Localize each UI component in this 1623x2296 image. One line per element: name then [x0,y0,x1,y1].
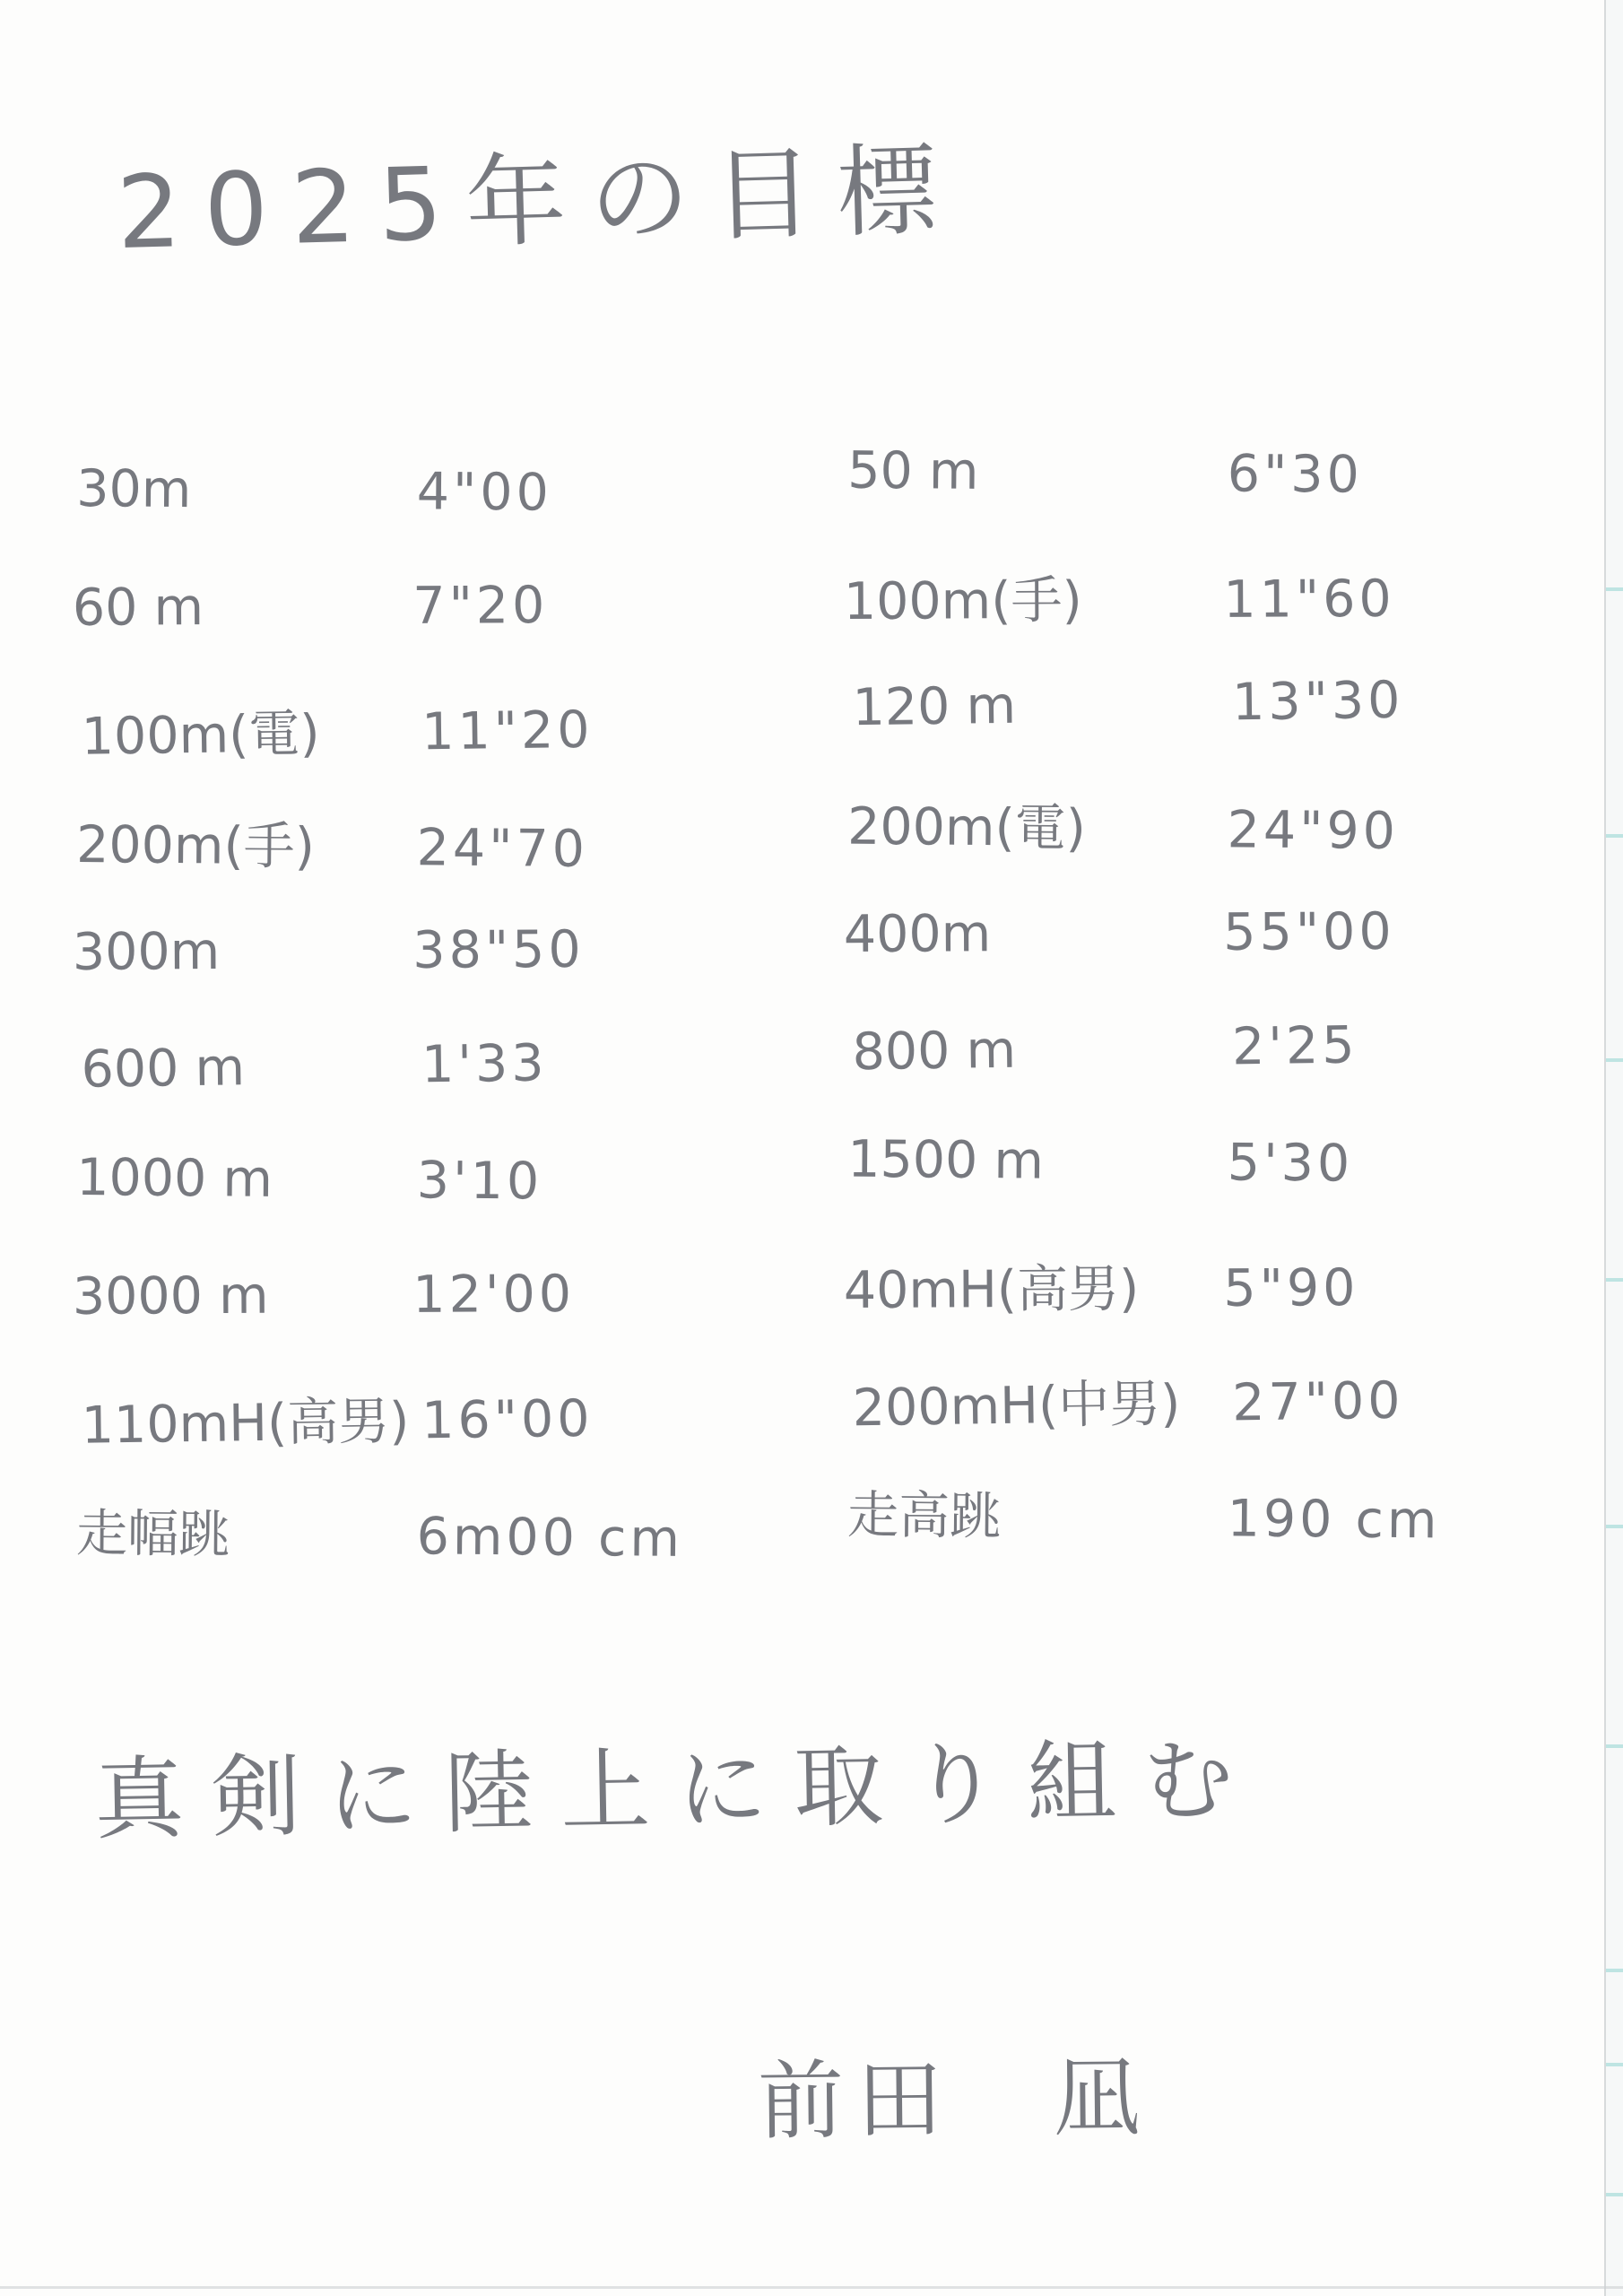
goal-value: 55"00 [1223,901,1395,962]
event-label: 50 m [846,440,979,501]
ruled-line-tick [1606,1969,1623,1972]
goal-row [846,1130,1538,1251]
ruled-line-tick [1606,2063,1623,2066]
goal-value: 13"30 [1231,670,1404,733]
goal-row [73,1264,692,1382]
goals-column-right [843,440,1538,1592]
event-label: 60 m [72,578,204,638]
event-label: 120 m [852,675,1017,738]
event-label: 200m(電) [846,796,1087,858]
ruled-line-tick [1606,834,1623,838]
event-label: 200m(手) [75,814,316,877]
goals-column-left [72,458,695,1610]
goal-row [846,1474,1538,1596]
goal-value: 5"90 [1223,1258,1359,1318]
goal-value: 6m00 cm [416,1507,684,1569]
goal-value: 2'25 [1231,1015,1358,1077]
goal-row [844,901,1535,1020]
ruled-line-tick [1606,1278,1623,1282]
goal-row [852,669,1544,794]
goal-value: 11"20 [421,700,594,762]
goal-row [75,1148,695,1268]
event-label: 110mH(高男) [81,1391,410,1456]
ruled-line-tick [1606,1744,1623,1748]
goal-value: 38"50 [412,919,585,980]
goal-value: 1'33 [421,1033,548,1095]
goal-value: 6"30 [1227,444,1364,505]
event-label: 走高跳 [846,1485,1002,1547]
ruled-line-tick [1606,587,1623,591]
goal-value: 3'10 [416,1151,543,1212]
goal-value: 12'00 [412,1264,576,1325]
event-label: 走幅跳 [75,1503,230,1565]
page-bottom-edge [0,2286,1623,2289]
event-label: 200mH(中男) [852,1374,1181,1439]
goal-row [75,1492,695,1613]
goal-row [73,575,692,693]
goal-row [846,441,1538,562]
event-label: 400m [843,904,992,965]
event-label: 30m [75,458,192,520]
ruled-line-tick [1606,1525,1623,1528]
event-label: 100m(電) [81,704,321,767]
goal-row [75,804,695,924]
signature-name: 前田 凪 [757,2047,1153,2152]
goal-row [852,1358,1544,1483]
event-label: 800 m [852,1020,1017,1083]
goal-row [73,919,692,1038]
goal-value: 27"00 [1231,1370,1404,1433]
goal-value: 190 cm [1227,1489,1441,1551]
goal-row [81,1031,701,1155]
resolution-message: 真剣に陸上に取り組む [93,1726,1262,1853]
goal-value: 11"60 [1223,569,1395,630]
goal-row [844,557,1535,675]
goal-row [81,687,701,811]
goal-value: 5'30 [1227,1133,1354,1194]
event-label: 600 m [81,1038,246,1100]
ruled-line-tick [1606,1058,1623,1062]
goal-row [75,459,695,579]
goal-value: 7"20 [412,576,549,636]
goal-value: 24"90 [1227,800,1400,862]
event-label: 3000 m [72,1265,269,1326]
event-label: 1500 m [846,1129,1045,1191]
goal-row [844,1246,1535,1364]
goal-row [846,786,1538,907]
page-title: 2025年の目標 [115,131,962,273]
page-right-margin [1606,0,1623,2296]
goal-row [852,1013,1544,1138]
goal-value: 16"00 [421,1388,594,1451]
ruled-line-tick [1606,2193,1623,2196]
goal-value: 4"00 [416,462,553,523]
goal-value: 24"70 [416,818,589,879]
goal-row [81,1376,701,1500]
event-label: 300m [72,921,221,982]
page-edge-line [1604,0,1606,2296]
event-label: 1000 m [75,1147,273,1209]
event-label: 40mH(高男) [843,1259,1140,1321]
event-label: 100m(手) [843,570,1082,632]
